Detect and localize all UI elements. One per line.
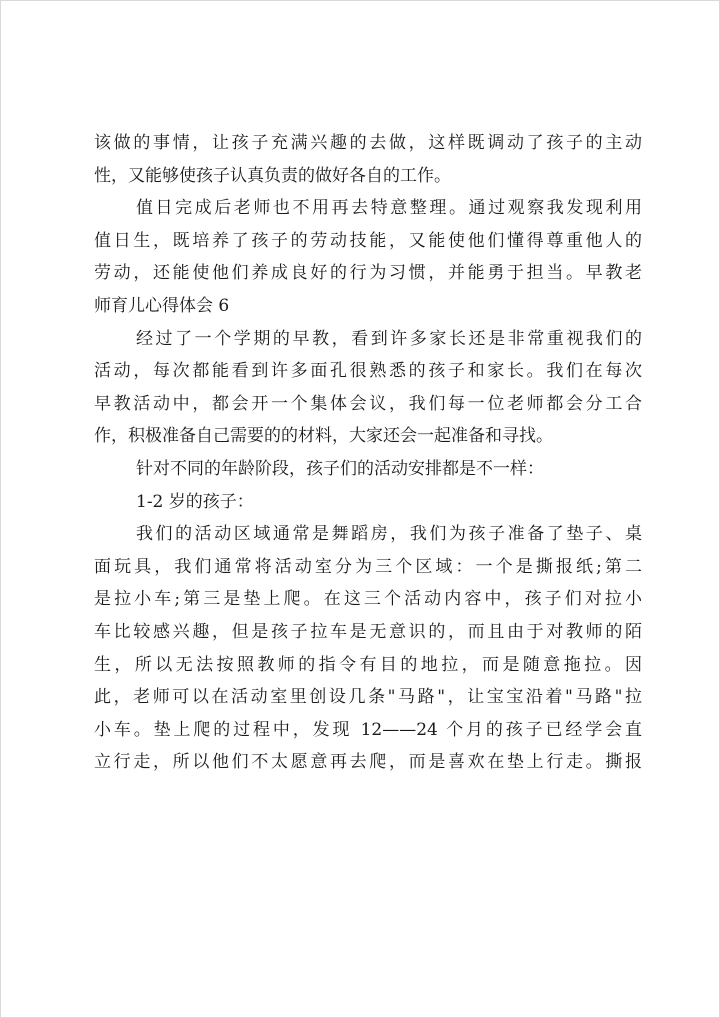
text-line: 作，积极准备自己需要的的材料，大家还会一起准备和寻找。 [94,426,553,447]
document-body [94,127,642,779]
text-line: 1-2 岁的孩子： [136,491,254,512]
text-line: 车比较感兴趣，但是孩子拉车是无意识的，而且由于对教师的陌 [94,621,642,642]
text-line: 面玩具，我们通常将活动室分为三个区域：一个是撕报纸;第二 [94,556,642,577]
text-line: 经过了一个学期的早教，看到许多家长还是非常重视我们的 [136,328,642,349]
text-line: 我们的活动区域通常是舞蹈房，我们为孩子准备了垫子、桌 [136,524,642,545]
text-line: 此，老师可以在活动室里创设几条"马路"，让宝宝沿着"马路"拉 [94,687,642,708]
text-line: 值日生，既培养了孩子的劳动技能，又能使他们懂得尊重他人的 [94,230,642,251]
text-line: 小车。垫上爬的过程中，发现 12——24 个月的孩子已经学会直 [94,719,642,740]
text-line: 活动，每次都能看到许多面孔很熟悉的孩子和家长。我们在每次 [94,361,642,382]
text-line: 早教活动中，都会开一个集体会议，我们每一位老师都会分工合 [94,393,642,414]
text-line: 生，所以无法按照教师的指令有目的地拉，而是随意拖拉。因 [94,654,642,675]
text-line: 性，又能够使孩子认真负责的做好各自的工作。 [94,165,451,186]
text-line: 劳动，还能使他们养成良好的行为习惯，并能勇于担当。早教老 [94,263,642,284]
text-line: 该做的事情，让孩子充满兴趣的去做，这样既调动了孩子的主动 [94,133,642,153]
text-line: 师育儿心得体会 6 [94,295,230,316]
text-line: 是拉小车;第三是垫上爬。在这三个活动内容中，孩子们对拉小 [94,589,642,610]
text-line: 值日完成后老师也不用再去特意整理。通过观察我发现利用 [136,198,642,219]
text-line: 针对不同的年龄阶段，孩子们的活动安排都是不一样： [136,458,544,479]
text-line: 立行走，所以他们不太愿意再去爬，而是喜欢在垫上行走。撕报 [94,752,642,773]
